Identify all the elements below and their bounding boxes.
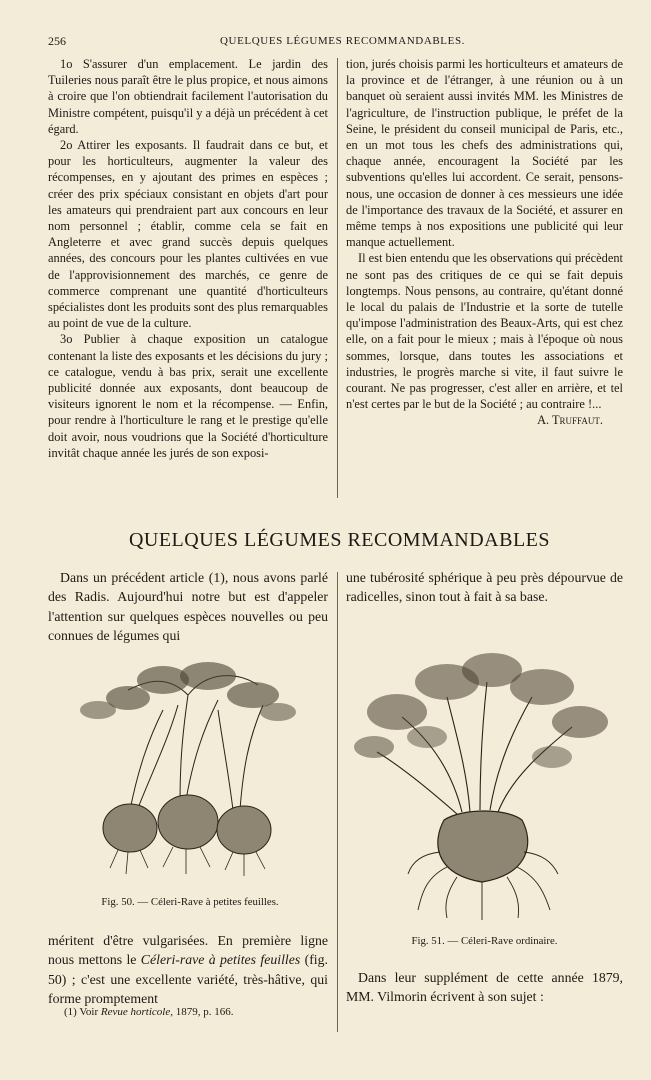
section-title: QUELQUES LÉGUMES RECOMMANDABLES bbox=[128, 529, 551, 551]
paragraph bbox=[48, 931, 328, 1009]
upper-right-column bbox=[346, 56, 623, 429]
italic-text: Céleri-rave à petites feuilles bbox=[140, 952, 301, 968]
upper-left-column bbox=[48, 56, 328, 461]
lower-right-intro bbox=[346, 568, 623, 607]
text-run: (1) Voir bbox=[64, 1006, 101, 1018]
author-signature: A. Truffaut. bbox=[537, 413, 603, 428]
page-number: 256 bbox=[48, 34, 66, 48]
paragraph: 1o S'assurer d'un emplacement. Le jardin des Tuileries nous paraît être le plus propice, et nous aimons à croire que l'on obtiendrait facilement l'autorisation du Ministre compétent, puisqu'il y a déjà un précédent à cet égard. bbox=[48, 57, 328, 136]
text-run: (fig. 50) ; c'est une excellente variété, très-hâtive, qui forme promptement bbox=[48, 952, 328, 1007]
lower-left-intro bbox=[48, 568, 328, 646]
column-divider bbox=[337, 58, 338, 498]
paragraph: 2o Attirer les exposants. Il faudrait dans ce but, et pour les horticulteurs, augmenter la valeur des récompenses, en y ajoutant des primes en espèces ; créer des prix spéciaux consistant en objets d'art pour les amateurs qui prendraient part aux concours en leur nom personnel ; établir, comme cela se fait en Angleterre et avec grand succès depuis quelques années, des concours pour les plantes cultivées en vue de l'approvisionnement des marchés, ce genre de commerce comprenant une quantité d'horticulteurs spécialistes dont les produits sont des plus remarquables au point de vue de la culture. bbox=[48, 138, 328, 331]
paragraph: une tubérosité sphérique à peu près dépourvue de radicelles, sinon tout à fait à sa base. bbox=[346, 570, 623, 605]
column-divider bbox=[337, 572, 338, 1032]
running-header bbox=[48, 34, 621, 50]
paragraph: Il est bien entendu que les observations qui précèdent ne sont pas des critiques de ce qui se fait depuis longtemps. Nous pensons, au contraire, qu'étant donné le local du palais de l'Industrie et la sorte de tutelle qu'impose l'administration des Beaux-Arts, qui est chez elle, on a fait pour le mieux ; mais à l'époque où nous sommes, lorsque, dans toutes les associations et industries, le progrès marche si vite, il faut suivre le courant. Ne pas progresser, c'est aller en arrière, et tel n'est certes par le but de la Société ; au contraire !... bbox=[346, 251, 623, 412]
italic-text: Revue horticole, bbox=[100, 1006, 173, 1018]
celeriac-ordinary-illustration bbox=[352, 642, 618, 922]
lower-left-continuation bbox=[48, 931, 328, 1009]
figure-caption-51: Fig. 51. — Céleri-Rave ordinaire. bbox=[411, 935, 558, 947]
lower-right-continuation bbox=[346, 968, 623, 1007]
paragraph: 3o Publier à chaque exposition un catalogue contenant la liste des exposants et les décisions du jury ; ce catalogue, vendu à bas prix, serait une excellente publicité donnée aux exposants, dont beaucoup de visiteurs ignorent le nom et la récompense. — Enfin, pour rendre à l'horticulture le rang et le prestige qu'elle doit avoir, nous voudrions que la Société d'horticulture invitât chaque année les jurés de son exposi- bbox=[48, 332, 328, 460]
figure-caption-50: Fig. 50. — Céleri-Rave à petites feuilles. bbox=[101, 896, 279, 908]
running-title: QUELQUES LÉGUMES RECOMMANDABLES. bbox=[220, 35, 466, 47]
paragraph: Dans leur supplément de cette année 1879, MM. Vilmorin écrivent à son sujet : bbox=[346, 970, 623, 1005]
text-run: 1879, p. 166. bbox=[172, 1006, 234, 1018]
paragraph: tion, jurés choisis parmi les horticulteurs et amateurs de la province et de l'étranger, à une réunion ou à un banquet où seraient aussi invités MM. les Ministres de l'agriculture, de l'instruction publique, le préfet de la Seine, le président du conseil municipal de Paris, etc., en un mot tous les chefs des administrations qui, chaque année, encouragent la Société par les subventions qu'elles lui accordent. Ce serait, pensons-nous, une occasion de donner à ces messieurs une idée de l'importance des travaux de la Société, et assurer en même temps à nos expositions une publicité qui leur manque actuellement. bbox=[346, 57, 623, 250]
text-run: méritent d'être vulgarisées. En première ligne nous mettons le bbox=[48, 933, 328, 968]
footnote bbox=[64, 1006, 329, 1018]
paragraph: Dans un précédent article (1), nous avons parlé des Radis. Aujourd'hui notre but est d'appeler l'attention sur quelques espèces nouvelles ou peu connues de légumes qui bbox=[48, 570, 328, 644]
celeriac-small-leaf-illustration bbox=[68, 650, 308, 890]
